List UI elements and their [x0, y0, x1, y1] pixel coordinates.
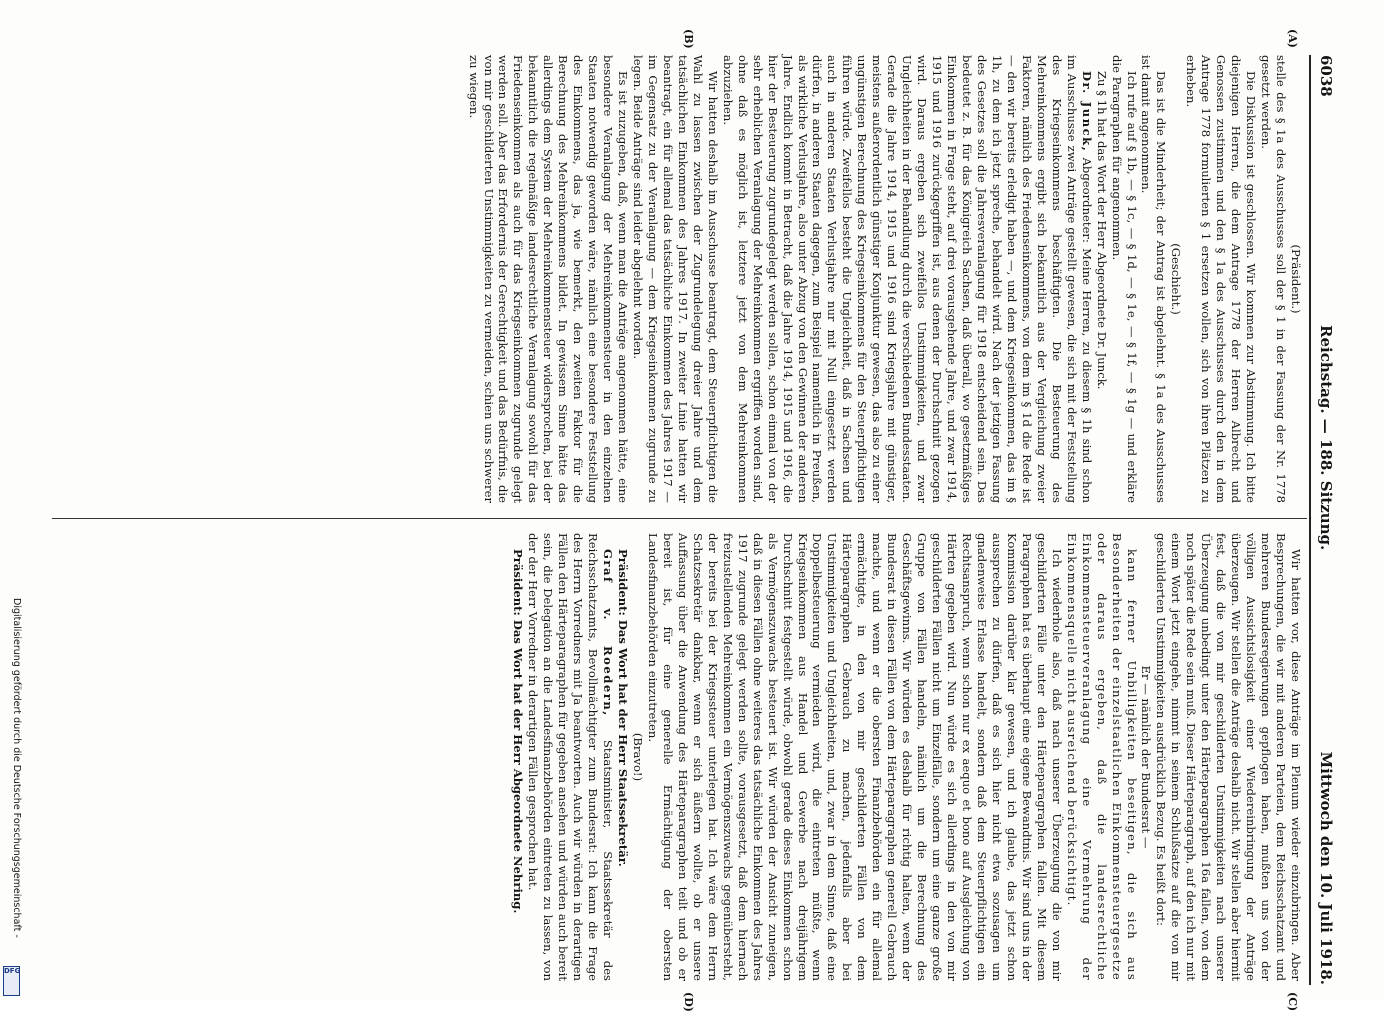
stage-note: (Bravo!) [631, 732, 646, 782]
stage-note: (Geschieht.) [1169, 243, 1184, 315]
paragraph: Wir hatten deshalb im Ausschusse beantragt, dem Steuerpflichtigen die Wahl zu lassen zwischen der Zugrundelegung dreier Jahre und dem tatsächlichen Einkommen des Jahres 1917. In zweiter Linie hatten wir beantragt, ein für allemal das tatsächliche Einkommen des Jahres 1917 — im Gegensatz zu der Veranlagung — dem Kriegseinkommen zugrunde zu legen. Beide Anträge sind leider abgelehnt worden. [631, 55, 720, 503]
left-column [466, 55, 1303, 503]
session-title: Reichstag. — 188. Sitzung. [1317, 325, 1335, 551]
column-separator [52, 518, 1307, 519]
margin-mark-a: (A) [1286, 29, 1299, 48]
paragraph: Das ist die Minderheit; der Antrag ist abgelehnt. § 1a des Ausschusses ist damit angenommen. [1139, 55, 1169, 503]
dfg-logo [3, 966, 20, 996]
page-number: 6038 [1317, 55, 1335, 97]
speech-paragraph [525, 533, 615, 981]
quote-intro: Er — nämlich der Bundesrat — [1139, 665, 1154, 849]
president-line: Präsident: Das Wort hat der Herr Abgeordnete Nehring. [511, 549, 526, 914]
header-rule [1309, 55, 1311, 985]
paragraph: Es ist zuzugeben, daß, wenn man die Anträge angenommen hätte, eine besondere Veranlagung der Mehreinkommensteuer in den einzelnen Staaten notwendig geworden wäre, nämlich eine besondere Feststellung des Einkommens, das ja, wie bemerkt, den zweiten Faktor für die Berechnung des Mehreinkommens bildet. In gewissem Sinne hätte das allerdings dem System der Mehreinkommensteuer widersprochen, bei der bekanntlich die regelmäßige landesrechtliche Veranlagung sowohl für das Friedenseinkommen als auch für das Kriegseinkommen zugrunde gelegt werden soll. Aber das Erfordernis der Gerechtigkeit und das Bedürfnis, die von mir geschilderten Unstimmigkeiten zu vermeiden, schien uns schwerer zu wiegen. [466, 55, 631, 503]
president-line: Präsident: Das Wort hat der Herr Staatssekretär. [616, 549, 631, 867]
session-date: Mittwoch den 10. Juli 1918. [1317, 751, 1335, 985]
paragraph: Ich rufe auf § 1b, — § 1c, — § 1d, — § 1e, — § 1f, — § 1g — und erkläre die Paragraphen für angenommen. [1109, 55, 1139, 503]
speaker-note: (Präsident.) [1289, 244, 1303, 314]
digitization-credit [2, 598, 22, 998]
speaker-name: Dr. Junck, [1079, 71, 1094, 153]
paragraph: stelle des § 1a des Ausschusses soll der § 1 in der Fassung der Nr. 1778 gesetzt werden. [1259, 55, 1289, 503]
page-header [1309, 55, 1335, 985]
right-column [510, 533, 1303, 981]
paragraph: Die Diskussion ist geschlossen. Wir kommen zur Abstimmung. Ich bitte diejenigen Herren, die dem Antrage 1778 der Herren Albrecht und Genossen zustimmen und den § 1a des Ausschusses durch den in dem Antrage 1778 formulierten § 1 ersetzen wollen, sich von ihren Plätzen zu erheben. [1184, 55, 1259, 503]
speaker-name: Graf v. Roedern, [601, 549, 616, 717]
logo-text: DFG [4, 967, 21, 975]
paragraph: Ich wiederhole also, daß nach unserer Überzeugung die von mir geschilderten Fälle unter den Härteparagraphen fallen. Mit diesem Paragraphen hat es überhaupt eine eigene Bewandtnis. Wir sind uns in der Kommission darüber klar gewesen, und ich glaube, das jetzt schon aussprechen zu dürfen, daß es sich hier nicht etwa sozusagen um gnadenweise Erlasse handelt, sondern daß dem Steuerpflichtigen ein Rechtsanspruch, wenn schon nur ex aequo et bono auf Ausgleichung von Härten gegeben wird. Nun würde es sich allerdings in den von mir geschilderten Fällen nicht um Einzelfälle, sondern um eine ganze große Gruppe von Fällen handeln, nämlich um die Berechnung des Geschäftsgewinns. Wir würden es deshalb für richtig halten, wenn der Bundesrat in diesen Fällen von dem Härteparagraphen generell Gebrauch machte, und wenn er die obersten Finanzbehörden ein für allemal ermächtigte, in den von mir geschilderten Fällen von dem Härteparagraphen Gebrauch zu machen, jedenfalls aber bei Unstimmigkeiten und Ungleichheiten, und, zwar in dem Sinne, daß eine Doppelbesteuerung vermieden wird, die eintreten müßte, wenn Kriegseinkommen aus Handel und Gewerbe nach dreijährigem Durchschnitt festgestellt würde, obwohl gerade dieses Einkommen schon als Vermögenszuwachs besteuert ist. Wir würden der Ansicht zuneigen, daß in diesen Fällen ohne weiteres das tatsächliche Einkommen des Jahres 1917 zugrunde gelegt werden sollte, vorausgesetzt, daß dem hiernach freizustellenden Mehreinkommen ein Vermögenszuwachs gegenübersteht, der bereits bei der Kriegssteuer unterlegen hat. Ich wäre dem Herrn Schatzsekretär dankbar, wenn er sich äußern wollte, ob er unsere Auffassung über die Anwendung des Härteparagraphen teilt und ob er bereit ist, für eine generelle Ermächtigung der obersten Landesfinanzbehörden einzutreten. [646, 533, 1064, 981]
paragraph: Zu § 1h hat das Wort der Herr Abgeordnete Dr. Junck. [1094, 71, 1109, 390]
speech-paragraph [720, 55, 1094, 503]
quotation: kann ferner Unbilligkeiten beseitigen, die sich aus Besonderheiten der einzelstaatlichen Einkommensteuergesetze oder daraus ergeben, daß die landesrechtliche Einkommensteuerveranlagung eine Vermehrung der Einkommensquelle nicht ausreichend berücksichtigt. [1064, 533, 1139, 981]
speech-text: Staatsminister, Staatssekretär des Reichsschatzamts, Bevollmächtigter zum Bundesrat: Ich kann die Frage des Herrn Vorredners mit Ja beantworten. Auch wir würden in derartigen Fällen den Härteparagraphen für gegeben ansehen und würden auch bereit sein, die Delegation an die Landesfinanzbehörden eintreten zu lassen, von der der Herr Vorredner in derartigen Fällen gesprochen hat. [526, 533, 616, 982]
rotated-content [45, 29, 1335, 1012]
margin-mark-c: (C) [1286, 992, 1299, 1012]
paragraph: Wir hatten vor, diese Anträge im Plenum wieder einzubringen. Aber Besprechungen, die wir mit anderen Parteien, dem Reichsschatzamt und mehreren Bundesregierungen gepflogen haben, mußten uns von der völligen Aussichtslosigkeit einer Wiedereinbringung der Anträge überzeugen. Wir stellen die Anträge deshalb nicht. Wir stellen aber hiermit fest, daß die von mir geschilderten Unstimmigkeiten nach unserer Überzeugung unbedingt unter den Härteparagraphen 16a fallen, von dem noch später die Rede sein muß. Dieser Härteparagraph, auf den ich nur mit einem Wort jetzt eingehe, nimmt in seinem Schlußsatze auf die von mir geschilderten Unstimmigkeiten ausdrücklich Bezug. Es heißt dort: [1154, 533, 1303, 981]
margin-mark-d: (D) [682, 992, 695, 1012]
speech-text: Abgeordneter: Meine Herren, zu diesem § 1h sind schon im Ausschusse zwei Anträge gestellt gewesen, die sich mit der Feststellung des Kriegseinkommens beschäftigten. Die Besteuerung des Mehreinkommens ergibt sich bekanntlich aus der Vergleichung zweier Faktoren, nämlich des Friedenseinkommens, von dem im § 1d die Rede ist — den wir bereits erledigt haben —, und dem Kriegseinkommen, das im § 1h, zu dem ich jetzt spreche, behandelt wird. Nach der jetzigen Fassung des Gesetzes soll die Jahresveranlagung für 1918 entscheidend sein. Das bedeutet z. B. für das Königreich Sachsen, daß überall, wo gesetzmäßiges Einkommen in Frage steht, auf drei vorausgehende Jahre, und zwar 1914, 1915 und 1916 zurückgegriffen ist, aus denen der Durchschnitt gezogen wird. Daraus ergeben sich zweifellos Unstimmigkeiten, und zwar Ungleichheiten in der Behandlung durch die verschiedenen Bundesstaaten. Gerade die Jahre 1914, 1915 und 1916 sind Kriegsjahre mit günstiger, meistens außerordentlich günstiger Konjunktur gewesen, das also zu einer ungünstigen Berechnung des Kriegseinkommens für den Steuerpflichtigen führen würde. Zweifellos besteht die Ungleichheit, daß in Sachsen und auch in anderen Staaten Verlustjahre nur mit Null eingesetzt werden dürfen, in anderen Staaten dagegen, zum Beispiel namentlich in Preußen, als wirkliche Verlustjahre, also unter Abzug von den Gewinnen der anderen Jahre. Endlich kommt in Betracht, daß die Jahre 1914, 1915 und 1916, die hier der Besteuerung zugrundegelegt werden sollen, schon einmal von der sehr erheblichen Veranlagung der Mehreinkommen ergriffen worden sind, ohne daß es möglich ist, letztere jetzt von dem Mehreinkommen abzuziehen. [720, 55, 1094, 503]
credit-text: Digitalisierung gefördert durch die Deutsche Forschungsgemeinschaft - [11, 598, 22, 938]
margin-mark-b: (B) [682, 29, 695, 49]
